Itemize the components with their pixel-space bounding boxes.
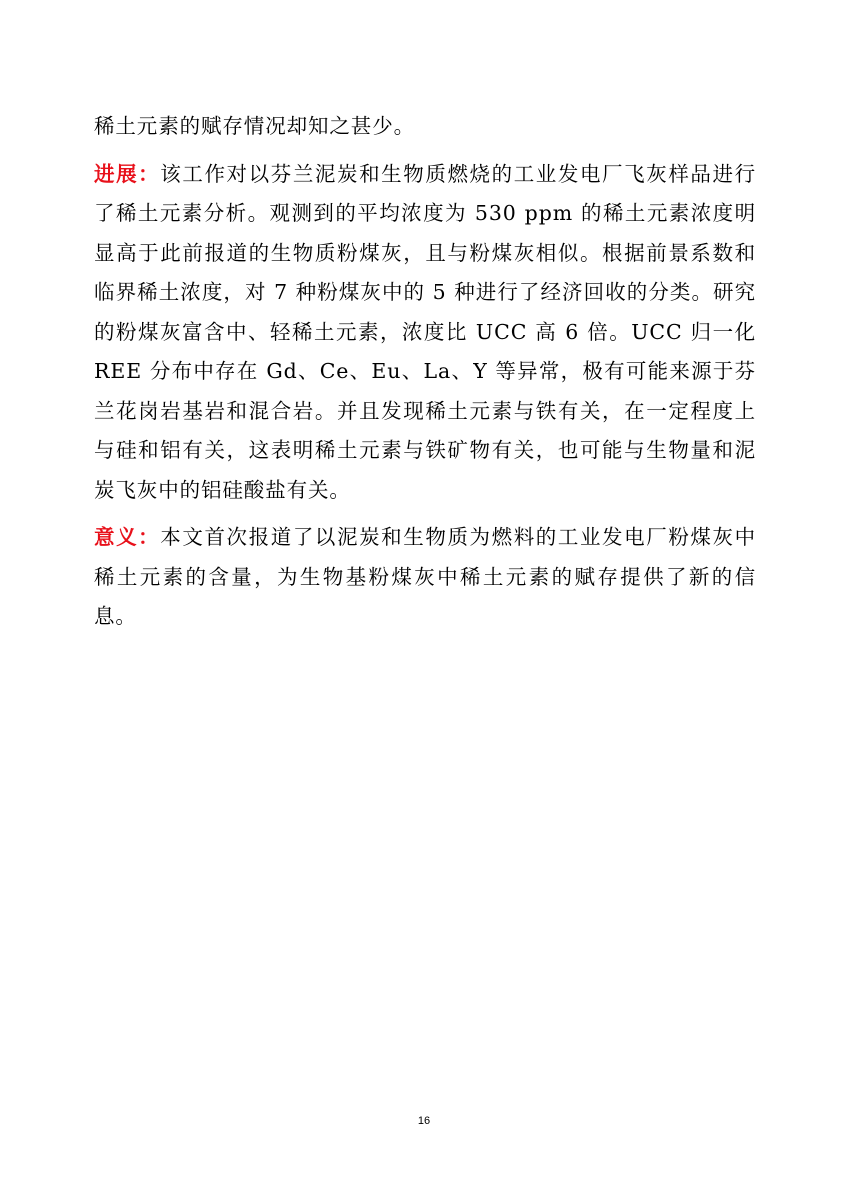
significance-paragraph	[94, 518, 756, 637]
document-body	[94, 107, 756, 637]
progress-paragraph	[94, 155, 756, 511]
opening-line: 稀土元素的赋存情况却知之甚少。	[94, 114, 415, 138]
opening-paragraph	[94, 107, 756, 147]
progress-text: 该工作对以芬兰泥炭和生物质燃烧的工业发电厂飞灰样品进行了稀土元素分析。观测到的平均浓度为 530 ppm 的稀土元素浓度明显高于此前报道的生物质粉煤灰，且与粉煤灰相似。根据前景系数和临界稀土浓度，对 7 种粉煤灰中的 5 种进行了经济回收的分类。研究的粉煤灰富含中、轻稀土元素，浓度比 UCC 高 6 倍。UCC 归一化 REE 分布中存在 Gd、Ce、Eu、La、Y 等异常，极有可能来源于芬兰花岗岩基岩和混合岩。并且发现稀土元素与铁有关，在一定程度上与硅和铝有关，这表明稀土元素与铁矿物有关，也可能与生物量和泥炭飞灰中的铝硅酸盐有关。	[94, 161, 756, 502]
significance-text: 本文首次报道了以泥炭和生物质为燃料的工业发电厂粉煤灰中稀土元素的含量，为生物基粉煤灰中稀土元素的赋存提供了新的信息。	[94, 525, 756, 628]
progress-label: 进展：	[94, 161, 161, 186]
significance-label: 意义：	[94, 525, 161, 549]
page-number: 16	[417, 1115, 431, 1127]
